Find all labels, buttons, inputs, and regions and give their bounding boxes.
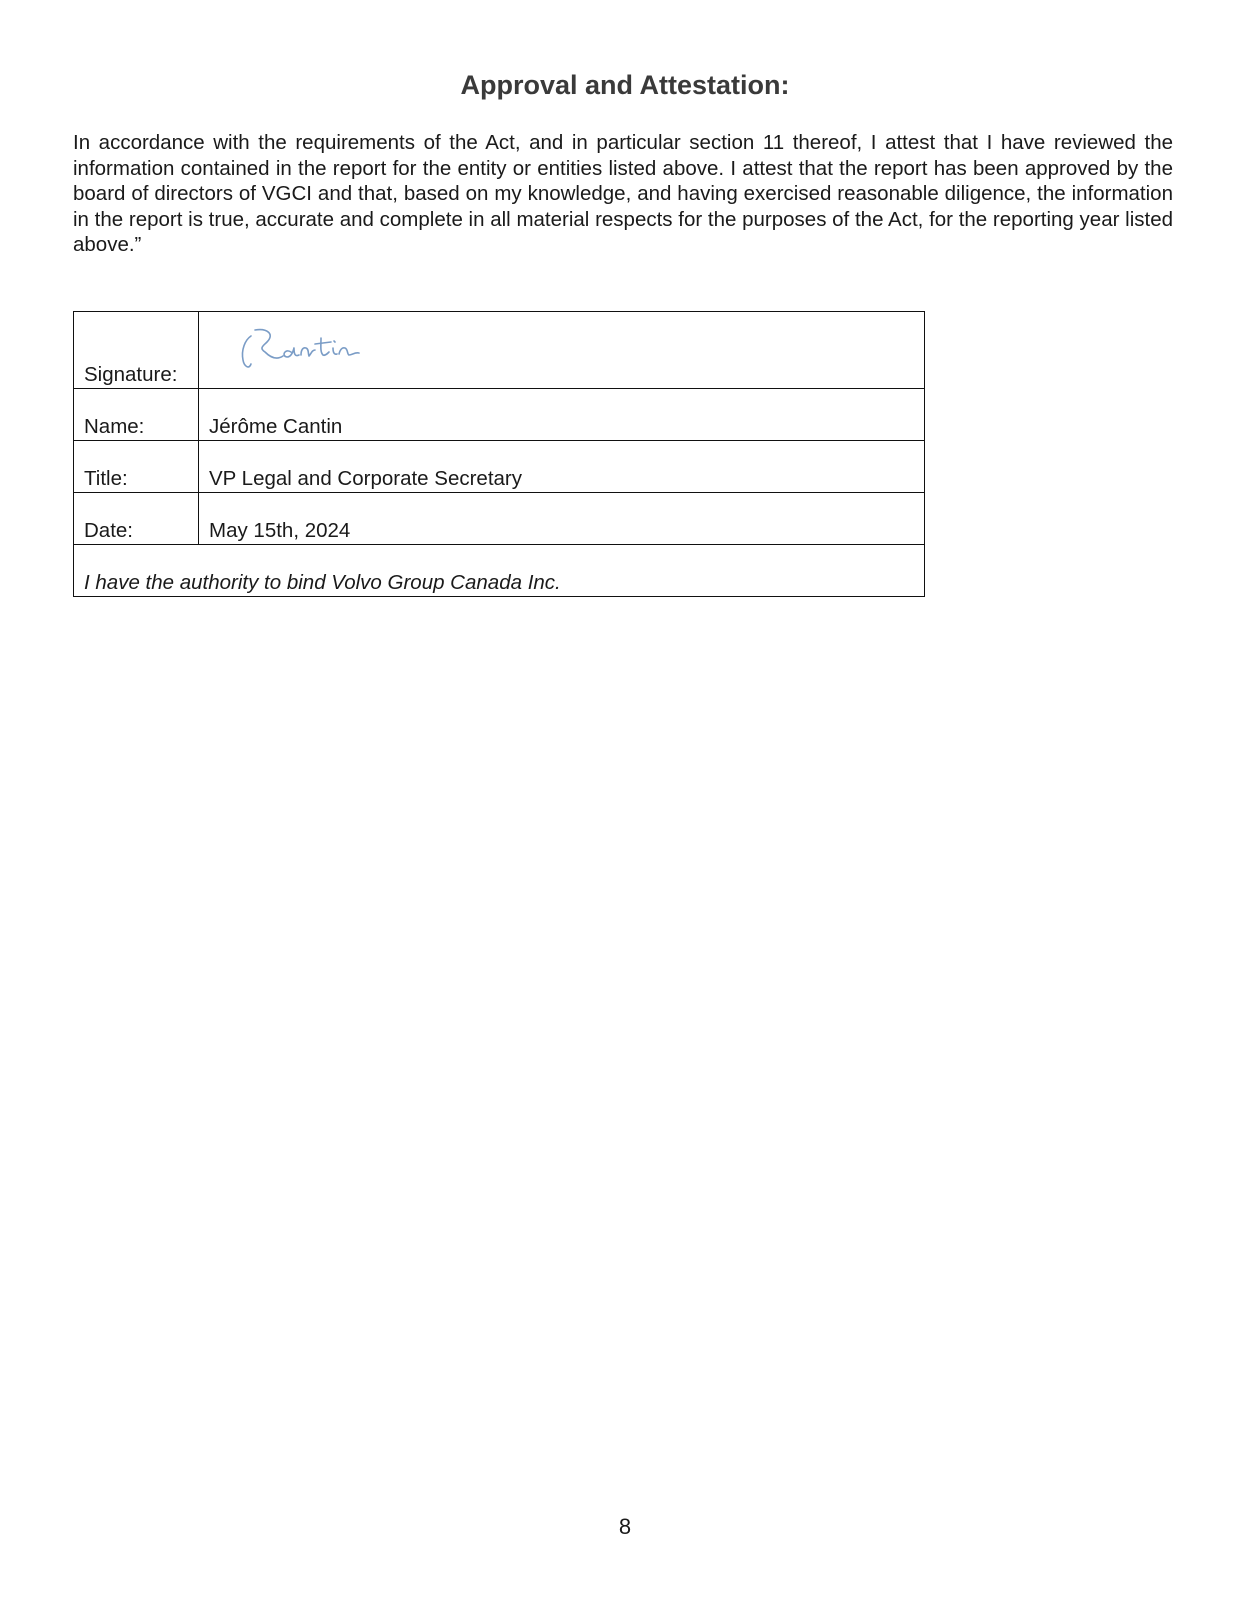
date-row bbox=[74, 493, 925, 545]
signature-row bbox=[74, 312, 925, 389]
handwritten-signature bbox=[237, 326, 367, 374]
name-row bbox=[74, 389, 925, 441]
name-label: Name: bbox=[74, 389, 199, 441]
page-number: 8 bbox=[618, 1514, 632, 1539]
signature-cell bbox=[199, 312, 925, 389]
attestation-paragraph: In accordance with the requirements of the Act, and in particular section 11 thereof, I attest that I have reviewed the information contained in the report for the entity or entities listed above. I attest that the report has been approved by the board of directors of VGCI and that, based on my knowledge, and having exercised reasonable diligence, the information in the report is true, accurate and complete in all material respects for the purposes of the Act, for the reporting year listed above.” bbox=[73, 131, 1173, 256]
title-row bbox=[74, 441, 925, 493]
title-value: VP Legal and Corporate Secretary bbox=[199, 441, 925, 493]
authority-row bbox=[74, 545, 925, 597]
page-title: Approval and Attestation: bbox=[460, 70, 790, 100]
authority-statement: I have the authority to bind Volvo Group Canada Inc. bbox=[74, 545, 925, 597]
name-value: Jérôme Cantin bbox=[199, 389, 925, 441]
date-label: Date: bbox=[74, 493, 199, 545]
attestation-table bbox=[73, 311, 925, 597]
signature-label: Signature: bbox=[74, 312, 199, 389]
date-value: May 15th, 2024 bbox=[199, 493, 925, 545]
title-label: Title: bbox=[74, 441, 199, 493]
